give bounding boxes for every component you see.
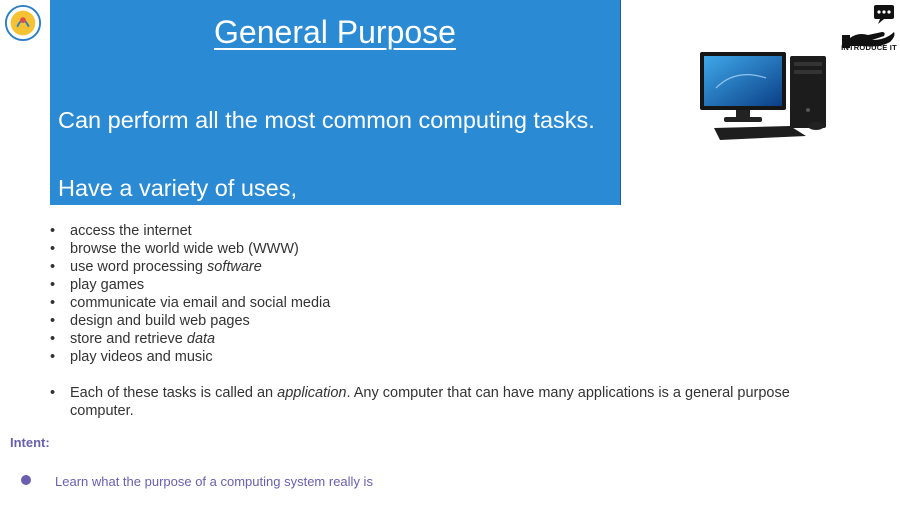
list-item: • browse the world wide web (WWW) xyxy=(50,240,330,258)
list-item: • use word processing software xyxy=(50,258,330,276)
list-item: • play games xyxy=(50,276,330,294)
intent-text: Learn what the purpose of a computing system really is xyxy=(55,474,373,489)
introduce-it-label: INTRODUCE IT xyxy=(841,43,897,52)
slide-title: General Purpose xyxy=(214,14,456,50)
list-item: • communicate via email and social media xyxy=(50,294,330,312)
desktop-computer-icon xyxy=(696,48,836,148)
intent-bullet-icon xyxy=(21,475,31,485)
uses-list xyxy=(50,222,330,366)
list-item: • play videos and music xyxy=(50,348,330,366)
intro-text: Can perform all the most common computing tasks. xyxy=(58,107,595,133)
list-item: • store and retrieve data xyxy=(50,330,330,348)
intent-heading: Intent: xyxy=(10,435,50,450)
list-item: • design and build web pages xyxy=(50,312,330,330)
list-item: • access the internet xyxy=(50,222,330,240)
application-note: • Each of these tasks is called an application. Any computer that can have many applications is a general purpose computer. xyxy=(50,384,830,420)
title-panel xyxy=(50,0,621,205)
school-logo-icon xyxy=(4,4,42,42)
uses-intro-text: Have a variety of uses, xyxy=(58,175,298,201)
